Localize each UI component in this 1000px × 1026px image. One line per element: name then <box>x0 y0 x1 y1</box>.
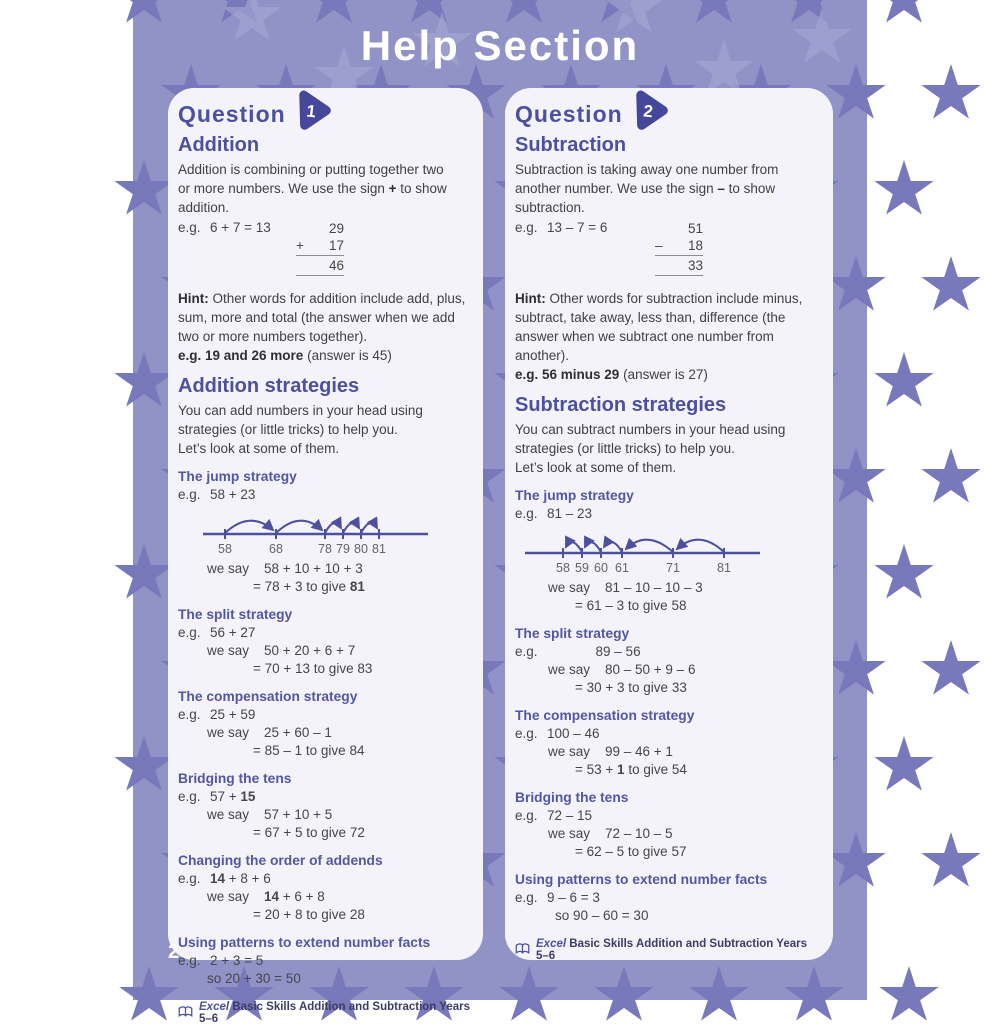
minus-sign: – <box>717 181 725 196</box>
brand-name: Excel <box>536 938 567 950</box>
hint-example: e.g. 56 minus 29 (answer is 27) <box>515 367 708 382</box>
column-subtraction <box>655 221 703 278</box>
question2-number-badge <box>627 88 669 137</box>
example-line: e.g. 6 + 7 = 13 <box>178 220 271 235</box>
workbook-page <box>133 0 867 1025</box>
hint-line: answer when we subtract one number from <box>515 329 774 344</box>
svg-text:81: 81 <box>717 561 731 575</box>
source-reference: Excel Basic Skills Addition and Subtraction Years 5–6 <box>515 938 821 962</box>
hint-line: sum, more and total (the answer when we add <box>178 310 455 325</box>
patterns-block: Using patterns to extend number facts e.g. 9 – 6 = 3 so 90 – 60 = 30 <box>515 872 768 923</box>
question1-number-badge <box>290 88 332 137</box>
svg-text:1: 1 <box>305 100 317 121</box>
strategy-title: The jump strategy <box>178 469 297 484</box>
number-line-subtraction <box>525 529 760 577</box>
hint-line: Hint: Other words for addition include add, plus, <box>178 291 466 306</box>
svg-text:79: 79 <box>336 542 350 556</box>
hint-line: another). <box>515 348 570 363</box>
sum-operation-row: – 18 <box>655 238 703 256</box>
jump-strategy-block: The jump strategy e.g. 58 + 23 58 68 78 79 80 81 we say 58 + 10 + 10 + 3 = 78 + 3 to give 81 <box>178 467 471 596</box>
svg-text:61: 61 <box>615 561 629 575</box>
intro-line: Subtraction is taking away one number from <box>515 162 779 177</box>
patterns-block: Using patterns to extend number facts e.g. 2 + 3 = 5 so 20 + 30 = 50 <box>178 935 431 986</box>
split-strategy-block: The split strategy e.g. 89 – 56 we say 80 – 50 + 9 – 6 = 30 + 3 to give 33 <box>515 626 696 695</box>
subtraction-hint <box>515 289 821 384</box>
addition-heading: Addition <box>178 134 260 156</box>
sum-operation-row: + 17 <box>296 238 344 256</box>
operator: + <box>296 238 304 253</box>
strategies-intro: You can subtract numbers in your head using strategies (or little tricks) to help you. Let’s look at some of them. <box>515 422 786 475</box>
question2-panel <box>505 88 833 960</box>
svg-text:59: 59 <box>575 561 589 575</box>
subtraction-example-block <box>515 219 821 281</box>
source-reference: Excel Basic Skills Addition and Subtraction Years 5–6 <box>178 1001 471 1025</box>
split-strategy-block: The split strategy e.g. 56 + 27 we say 50 + 20 + 6 + 7 = 70 + 13 to give 83 <box>178 607 373 676</box>
question1-label: Question <box>178 100 286 127</box>
svg-text:71: 71 <box>666 561 680 575</box>
intro-line: or more numbers. We use the sign + to show <box>178 181 447 196</box>
svg-text:58: 58 <box>556 561 570 575</box>
hint-line: Hint: Other words for subtraction include minus, <box>515 291 803 306</box>
svg-text:68: 68 <box>269 542 283 556</box>
plus-sign: + <box>388 181 397 196</box>
column-addition <box>296 221 344 278</box>
question1-header <box>178 96 471 132</box>
hint-line: subtract, take away, less than, difference (the <box>515 310 786 325</box>
svg-text:81: 81 <box>372 542 386 556</box>
example-line: e.g. 13 – 7 = 6 <box>515 220 608 235</box>
bridging-tens-block: Bridging the tens e.g. 57 + 15 we say 57 + 10 + 5 = 67 + 5 to give 72 <box>178 771 365 840</box>
svg-text:60: 60 <box>594 561 608 575</box>
changing-order-block: Changing the order of addends e.g. 14 + 8 + 6 we say 14 + 6 + 8 = 20 + 8 to give 28 <box>178 853 383 922</box>
book-icon <box>515 943 530 958</box>
hint-example: e.g. 19 and 26 more (answer is 45) <box>178 348 392 363</box>
book-icon <box>178 1006 193 1021</box>
subtraction-heading: Subtraction <box>515 134 627 156</box>
sum-top: 51 <box>687 221 703 236</box>
jump-strategy-block: The jump strategy e.g. 81 – 23 58 59 60 61 71 81 we say 81 – 10 – 10 – 3 = 61 – 3 to give 58 <box>515 486 821 615</box>
brand-name: Excel <box>199 1001 230 1013</box>
addition-hint <box>178 289 471 365</box>
compensation-strategy-block: The compensation strategy e.g. 100 – 46 we say 99 – 46 + 1 = 53 + 1 to give 54 <box>515 708 695 777</box>
compensation-strategy-block: The compensation strategy e.g. 25 + 59 we say 25 + 60 – 1 = 85 – 1 to give 84 <box>178 689 365 758</box>
sum-result: 33 <box>655 258 703 276</box>
svg-text:58: 58 <box>218 542 232 556</box>
strategies-intro: You can add numbers in your head using strategies (or little tricks) to help you. Let’s look at some of them. <box>178 403 423 456</box>
sum-top: 29 <box>328 221 344 236</box>
question1-panel <box>168 88 483 1025</box>
intro-line: another number. We use the sign – to show <box>515 181 776 196</box>
svg-text:80: 80 <box>354 542 368 556</box>
bridging-tens-block: Bridging the tens e.g. 72 – 15 we say 72 – 10 – 5 = 62 – 5 to give 57 <box>515 790 687 859</box>
intro-line: addition. <box>178 200 230 215</box>
question2-header <box>515 96 821 132</box>
svg-text:2: 2 <box>642 100 654 121</box>
subtraction-intro <box>515 160 821 217</box>
intro-line: subtraction. <box>515 200 585 215</box>
question2-label: Question <box>515 100 623 127</box>
intro-line: Addition is combining or putting together two <box>178 162 444 177</box>
page-number: 2 <box>168 941 180 963</box>
addition-example-block <box>178 219 471 281</box>
operator: – <box>655 238 663 253</box>
svg-text:78: 78 <box>318 542 332 556</box>
addition-intro <box>178 160 471 217</box>
sum-result: 46 <box>296 258 344 276</box>
addition-strategies-heading: Addition strategies <box>178 375 360 397</box>
number-line-addition <box>203 510 428 558</box>
subtraction-strategies-heading: Subtraction strategies <box>515 394 727 416</box>
hint-line: two or more numbers together). <box>178 329 368 344</box>
page-title: Help Section <box>360 22 640 69</box>
